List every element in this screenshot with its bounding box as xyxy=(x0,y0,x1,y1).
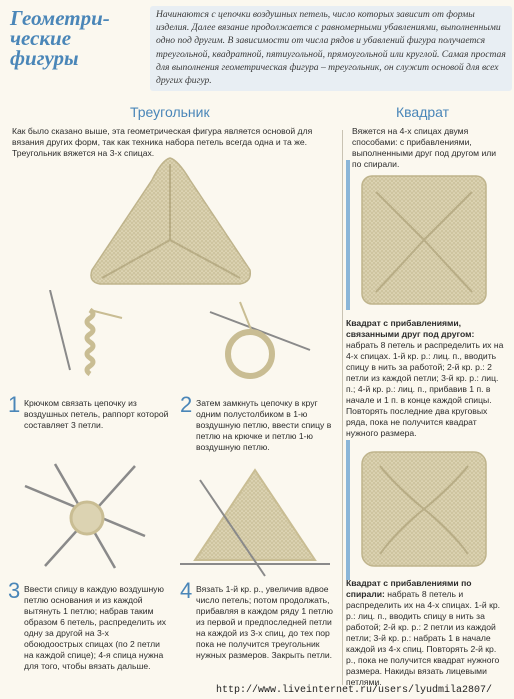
crochet-chain-image xyxy=(30,290,130,390)
source-url-watermark: http://www.liveinternet.ru/users/lyudmila2807/ xyxy=(216,685,493,696)
knitted-square-spiral-image xyxy=(356,170,492,310)
step-2-number: 2 xyxy=(180,392,193,417)
square-description: Вяжется на 4-х спицах двумя способами: с прибавлениями, выполненными друг под другом или по спирали. xyxy=(352,126,497,169)
step-3-text: Ввести спицу в каждую воздушную петлю основания и из каждой вытянуть 1 петлю; набрав таким образом 6 петель, распределить их одну за другой на 3-х обоюдоострых спицах (по 2 петли на каждой спице); 4-я спица нужна для того, чтобы вязать дальше. xyxy=(24,584,167,671)
page-title: Геометри- ческие фигуры xyxy=(10,6,110,70)
knitted-square-image xyxy=(356,446,492,572)
triangle-heading: Треугольник xyxy=(130,104,210,120)
square-heading: Квадрат xyxy=(396,104,450,120)
chain-ring-image xyxy=(200,292,320,392)
step-2-text: Затем замкнуть цепочку в круг одним полустолбиком в 1-ю воздушную петлю, ввести спицу в петлю на крючке и петлю 1-ю воздушную петлю. xyxy=(196,398,332,452)
step-1-number: 1 xyxy=(8,392,21,417)
square-method-1-title: Квадрат с прибавлениями, связанными друг под другом: xyxy=(346,318,475,339)
crossed-needles-image xyxy=(15,456,155,576)
step-1-text: Крючком связать цепочку из воздушных петель, раппорт которой составляет 3 петли. xyxy=(24,398,169,430)
square-method-1-text: набрать 8 петель и распределить их на 4-х спицах. 1-й кр. р.: лиц. п., вводить спицу в нить за работой; 2-й кр. р.: 2 петли из каждой петли; 3-й кр. р.: лиц. п.; 4-й кр. р.: лиц. п., прибавив 1 п. в начале и 1 п. в конце каждой спицы. Повторять последние два круговых ряда, пока не получится квадрат нужного размера. xyxy=(346,340,504,438)
triangle-description: Как было сказано выше, эта геометрическая фигура является основой для вязания других форм, так как техника набора петель всегда одна и та же. Треугольник вяжется на 3-х спицах. xyxy=(12,126,313,158)
accent-bar xyxy=(346,160,350,310)
square-method-2 xyxy=(346,578,506,688)
column-divider xyxy=(342,130,343,685)
intro-text: Начинаются с цепочки воздушных петель, число которых зависит от формы изделия. Далее вязание продолжается с равномерными убавлениями, выполненными одно под другим. В зависимости от числа рядов и убавлений фигура получается треугольной, квадратной, пятиугольной, прямоугольной или круглой. Самая простая для выполнения геометрическая фигура – треугольник, он служит основой для всех других фигур. xyxy=(150,6,512,91)
step-3-number: 3 xyxy=(8,578,21,603)
step-4-text: Вязать 1-й кр. р., увеличив вдвое число петель; потом продолжать, прибавляя в каждом ряду 1 петлю из первой и предпоследней петли на каждой из 3-х спиц, до тех пор пока не получится треугольник нужных размеров. Закрыть петли. xyxy=(196,584,333,660)
knitted-triangle-image xyxy=(80,152,260,290)
square-method-2-title: Квадрат с прибавлениями по спирали: xyxy=(346,578,472,599)
square-method-1 xyxy=(346,318,506,439)
step-4-number: 4 xyxy=(180,578,193,603)
accent-bar-2 xyxy=(346,440,350,580)
square-method-2-text: набрать 8 петель и распределить их на 4-х спицах. 1-й кр. р.: лиц. п., вводить спицу в нить за работой; 2-й кр. р.: 2 петли из каждой петли; 3-й кр. р.: набрать 1 в начале каждой из 4-х спиц. Повторять 2-й кр. р., пока не получится квадрат нужного размера. Накиды вязать лицевыми петлями. xyxy=(346,589,501,687)
triangle-on-needles-image xyxy=(180,460,330,578)
